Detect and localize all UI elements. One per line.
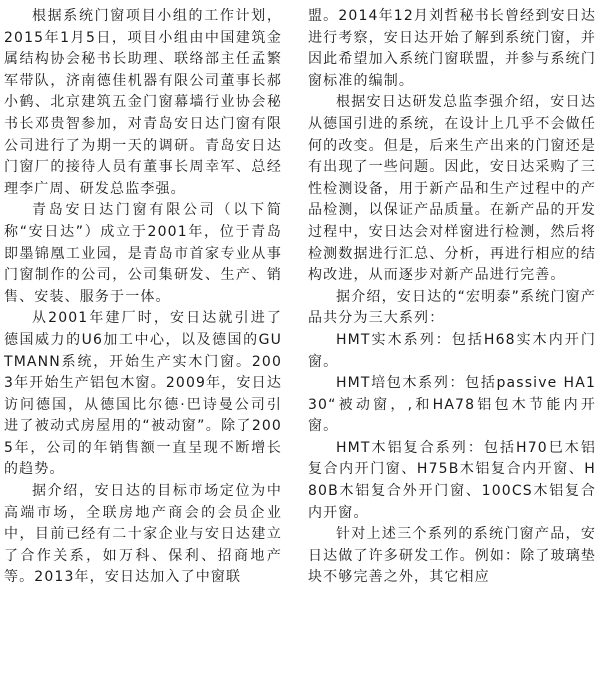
paragraph-company-intro: 青岛安日达门窗有限公司（以下简称“安日达”）成立于2001年，位于青岛即墨锦凰工业园，是青岛市首家专业从事门窗制作的公司，公司集研发、生产、销售、安装、服务于一体。 <box>4 202 282 305</box>
paragraph-series-solid-wood: HMT实木系列：包括H68实木内开门窗。 <box>308 331 596 370</box>
paragraph-development: 针对上述三个系列的系统门窗产品，安日达做了许多研发工作。例如：除了玻璃垫块不够完善之外，其它相应 <box>308 526 596 586</box>
paragraph-history: 从2001年建厂时，安日达就引进了德国威力的U6加工中心，以及德国的GUTMANN系统，开始生产实木门窗。2003年开始生产铝包木窗。2009年，安日达访问德国，从德国比尔德·巴诗曼公司引进了被动式房屋用的“被动窗”。除了2005年，公司的年销售额一直呈现不断增长的趋势。 <box>4 310 282 478</box>
paragraph-series-intro: 据介绍，安日达的“宏明泰”系统门窗产品共分为三大系列： <box>308 288 596 327</box>
paragraph-rnd: 根据安日达研发总监李强介绍，安日达从德国引进的系统，在设计上几乎不会做任何的改变。但是，后来生产出来的门窗还是有出现了一些问题。因此，安日达采购了三性检测设备，用于新产品和生产过程中的产品检测，以保证产品质量。在新产品的开发过程中，安日达会对样窗进行检测，然后将检测数据进行汇总、分析，再进行相应的结构改进，从而逐步对新产品进行完善。 <box>308 94 596 284</box>
paragraph-market-continued: 盟。2014年12月刘哲秘书长曾经到安日达进行考察，安日达开始了解到系统门窗，并因此希望加入系统门窗联盟，并参与系统门窗标准的编制。 <box>308 8 596 89</box>
right-column <box>308 6 596 589</box>
paragraph-market: 据介绍，安日达的目标市场定位为中高端市场，全联房地产商会的会员企业中，目前已经有二十家企业与安日达建立了合作关系，如万科、保利、招商地产等。2013年，安日达加入了中窗联 <box>4 483 282 586</box>
paragraph-series-composite: HMT木铝复合系列：包括H70巳木铝复合内开门窗、H75B木铝复合内开窗、H80B木铝复合外开门窗、100CS木铝复合内开窗。 <box>308 439 596 521</box>
paragraph-survey: 根据系统门窗项目小组的工作计划，2015年1月5日，项目小组由中国建筑金属结构协会秘书长助理、联络部主任孟繁军带队，济南德佳机器有限公司董事长郝小鹤、北京建筑五金门窗幕墙行业协会秘书长邓贵智参加，对青岛安日达门窗有限公司进行了为期一天的调研。青岛安日达门窗厂的接待人员有董事长周幸军、总经理李广周、研发总监李强。 <box>4 8 282 197</box>
paragraph-series-aluminum-clad: HMT培包木系列：包括passive HA130“被动窗，,和HA78铝包木节能内开窗。 <box>308 375 596 435</box>
left-column <box>4 6 282 589</box>
